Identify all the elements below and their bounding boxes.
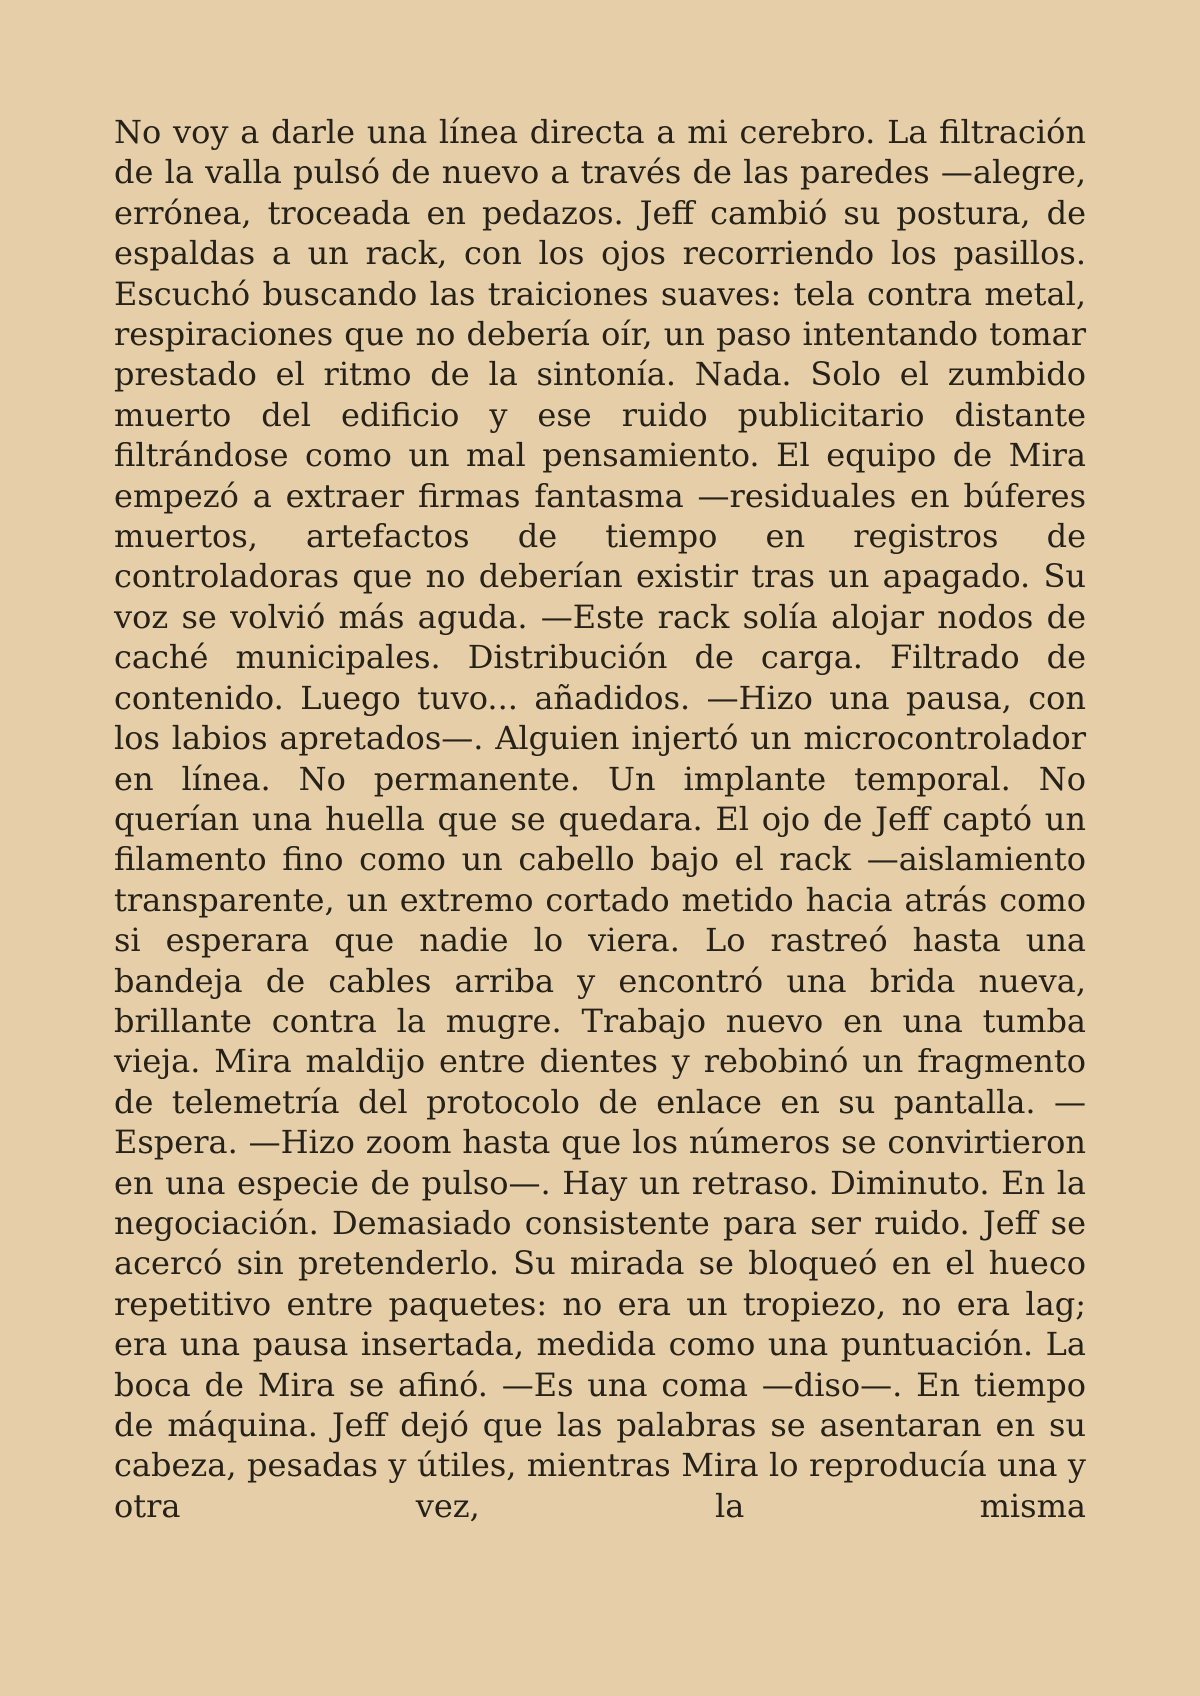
page-body [114,112,1086,1526]
body-paragraph: No voy a darle una línea directa a mi cerebro. La filtración de la valla pulsó de nuevo a través de las paredes —alegre, errónea, troceada en pedazos. Jeff cambió su postura, de espaldas a un rack, con los ojos recorriendo los pasillos. Escuchó buscando las traiciones suaves: tela contra metal, respiraciones que no debería oír, un paso intentando tomar prestado el ritmo de la sintonía. Nada. Solo el zumbido muerto del edificio y ese ruido publicitario distante filtrándose como un mal pensamiento. El equipo de Mira empezó a extraer firmas fantasma —residuales en búferes muertos, artefactos de tiempo en registros de controladoras que no deberían existir tras un apagado. Su voz se volvió más aguda. —Este rack solía alojar nodos de caché municipales. Distribución de carga. Filtrado de contenido. Luego tuvo... añadidos. —Hizo una pausa, con los labios apretados—. Alguien injertó un microcontrolador en línea. No permanente. Un implante temporal. No querían una huella que se quedara. El ojo de Jeff captó un filamento fino como un cabello bajo el rack —aislamiento transparente, un extremo cortado metido hacia atrás como si esperara que nadie lo viera. Lo rastreó hasta una bandeja de cables arriba y encontró una brida nueva, brillante contra la mugre. Trabajo nuevo en una tumba vieja. Mira maldijo entre dientes y rebobinó un fragmento de telemetría del protocolo de enlace en su pantalla. —Espera. —Hizo zoom hasta que los números se convirtieron en una especie de pulso—. Hay un retraso. Diminuto. En la negociación. Demasiado consistente para ser ruido. Jeff se acercó sin pretenderlo. Su mirada se bloqueó en el hueco repetitivo entre paquetes: no era un tropiezo, no era lag; era una pausa insertada, medida como una puntuación. La boca de Mira se afinó. —Es una coma —diso—. En tiempo de máquina. Jeff dejó que las palabras se asentaran en su cabeza, pesadas y útiles, mientras Mira lo reproducía una y otra vez, la misma [114,113,1086,1525]
